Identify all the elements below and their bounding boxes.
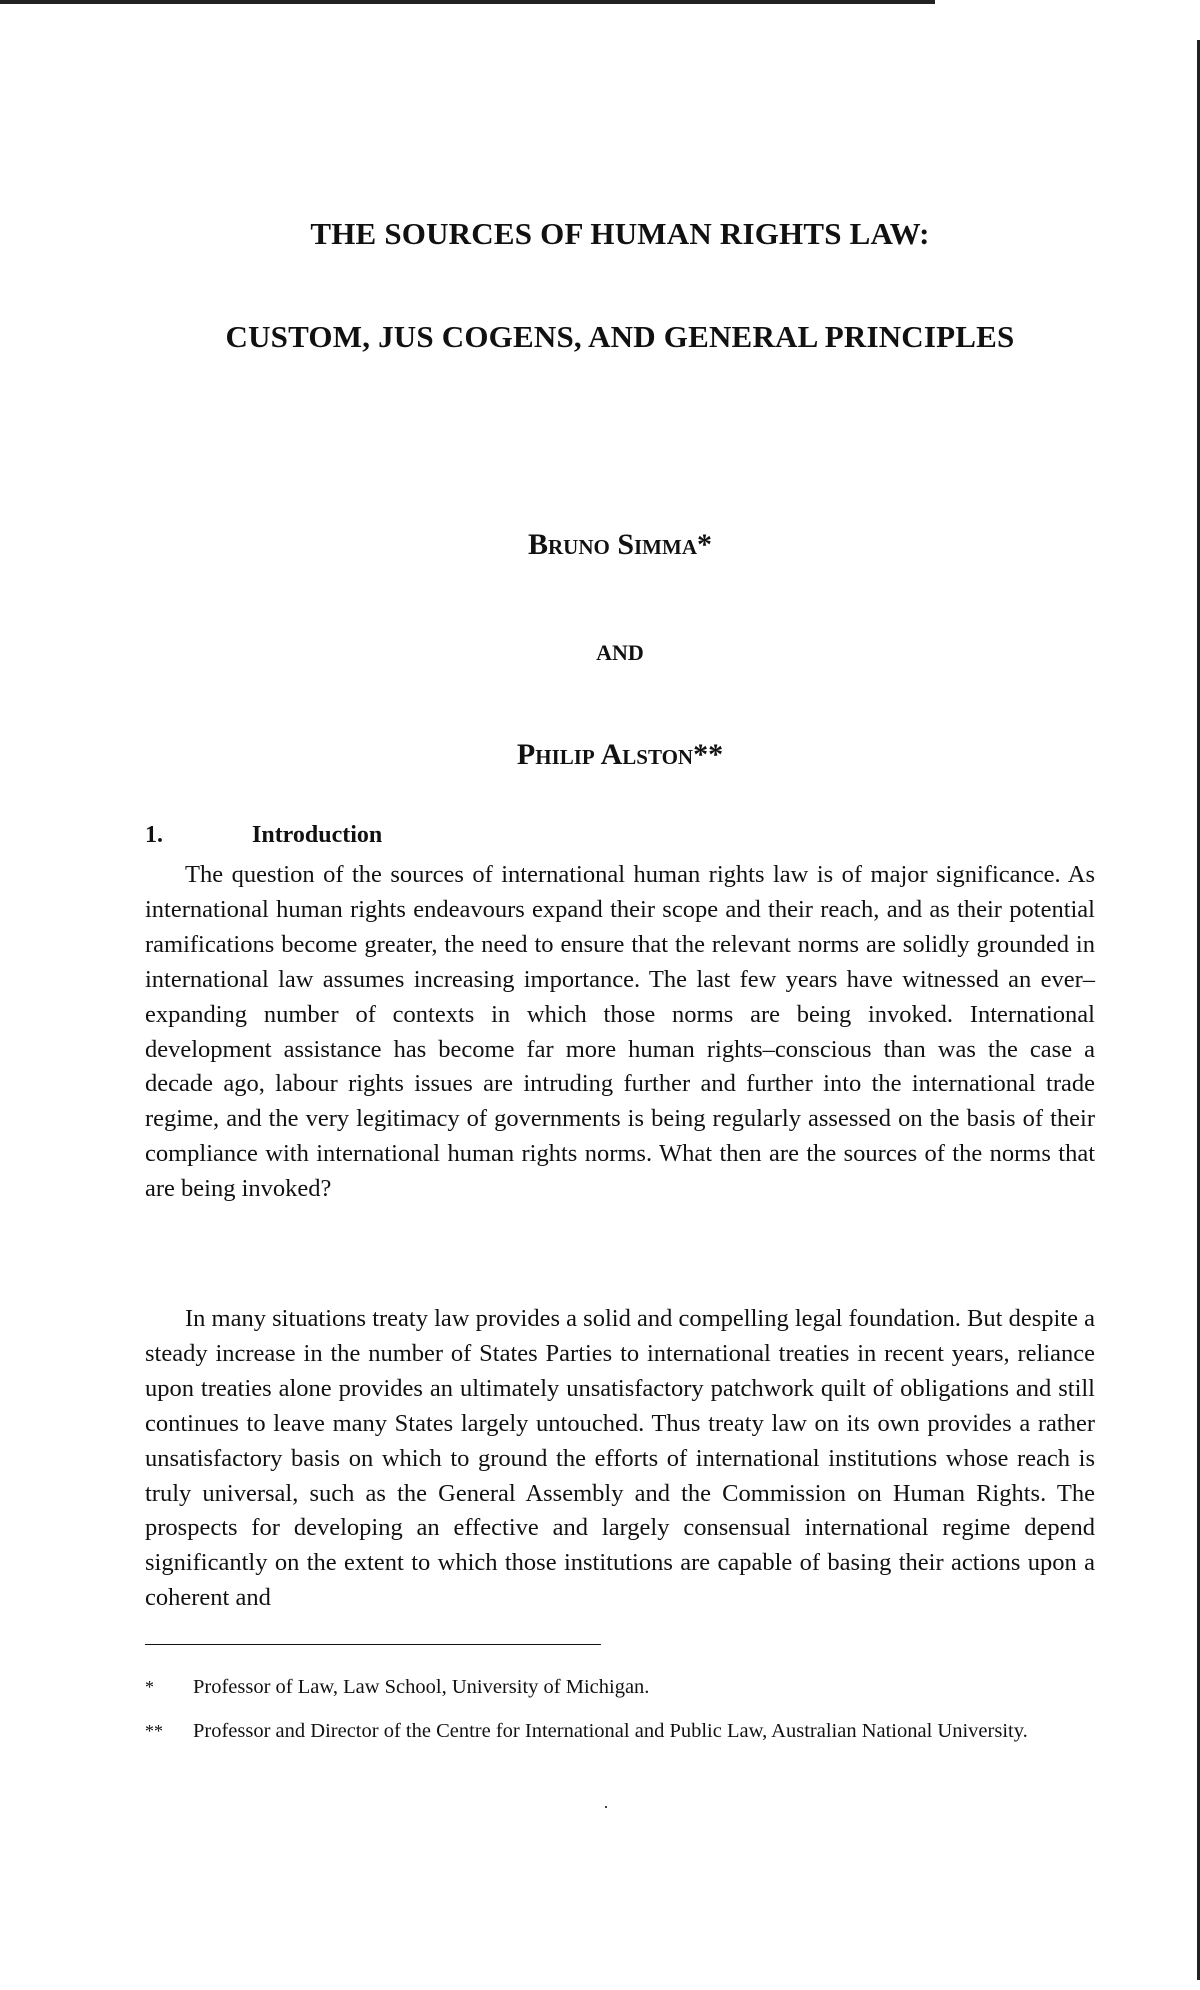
title-line-1: THE SOURCES OF HUMAN RIGHTS LAW: bbox=[310, 216, 930, 251]
scan-edge-top bbox=[0, 0, 935, 4]
section-title: Introduction bbox=[252, 822, 383, 848]
footnote-2 bbox=[145, 1717, 1095, 1746]
footnote-text: Professor of Law, Law School, University of Michigan. bbox=[193, 1676, 650, 1698]
footnote-1 bbox=[145, 1673, 1095, 1702]
body-paragraph-2: In many situations treaty law provides a solid and compelling legal foundation. But despite a steady increase in the number of States Parties to international treaties in recent years, reliance upon treaties alone provides an ultimately unsatisfactory patchwork quilt of obligations and still continues to leave many States largely untouched. Thus treaty law on its own provides a rather unsatisfactory basis on which to ground the efforts of international institutions whose reach is truly universal, such as the General Assembly and the Commission on Human Rights. The prospects for developing an effective and largely consensual international regime depend significantly on the extent to which those institutions are capable of basing their actions upon a coherent and bbox=[145, 1305, 1095, 1612]
footnote-text: Professor and Director of the Centre for International and Public Law, Australian National University. bbox=[193, 1720, 1028, 1742]
footnote-marker: * bbox=[145, 1677, 154, 1697]
section-heading bbox=[145, 822, 382, 849]
section-number: 1. bbox=[145, 822, 163, 848]
author-connector: AND bbox=[596, 640, 644, 665]
author-2: Philip Alston** bbox=[516, 738, 724, 771]
body-paragraph-1: The question of the sources of international human rights law is of major significance. As international human rights endeavours expand their scope and their reach, and as their potential ramifications become greater, the need to ensure that the relevant norms are solidly grounded in international law assumes increasing importance. The last few years have witnessed an ever–expanding number of contexts in which those norms are being invoked. International development assistance has become far more human rights–conscious than was the case a decade ago, labour rights issues are intruding further and further into the international trade regime, and the very legitimacy of governments is being regularly assessed on the basis of their compliance with international human rights norms. What then are the sources of the norms that are being invoked? bbox=[145, 861, 1095, 1203]
scan-speck bbox=[605, 1806, 607, 1808]
title-line-2: CUSTOM, JUS COGENS, AND GENERAL PRINCIPLES bbox=[225, 319, 1015, 354]
author-1: Bruno Simma* bbox=[527, 528, 712, 561]
footnote-separator bbox=[145, 1644, 601, 1645]
footnote-marker: ** bbox=[145, 1721, 163, 1741]
